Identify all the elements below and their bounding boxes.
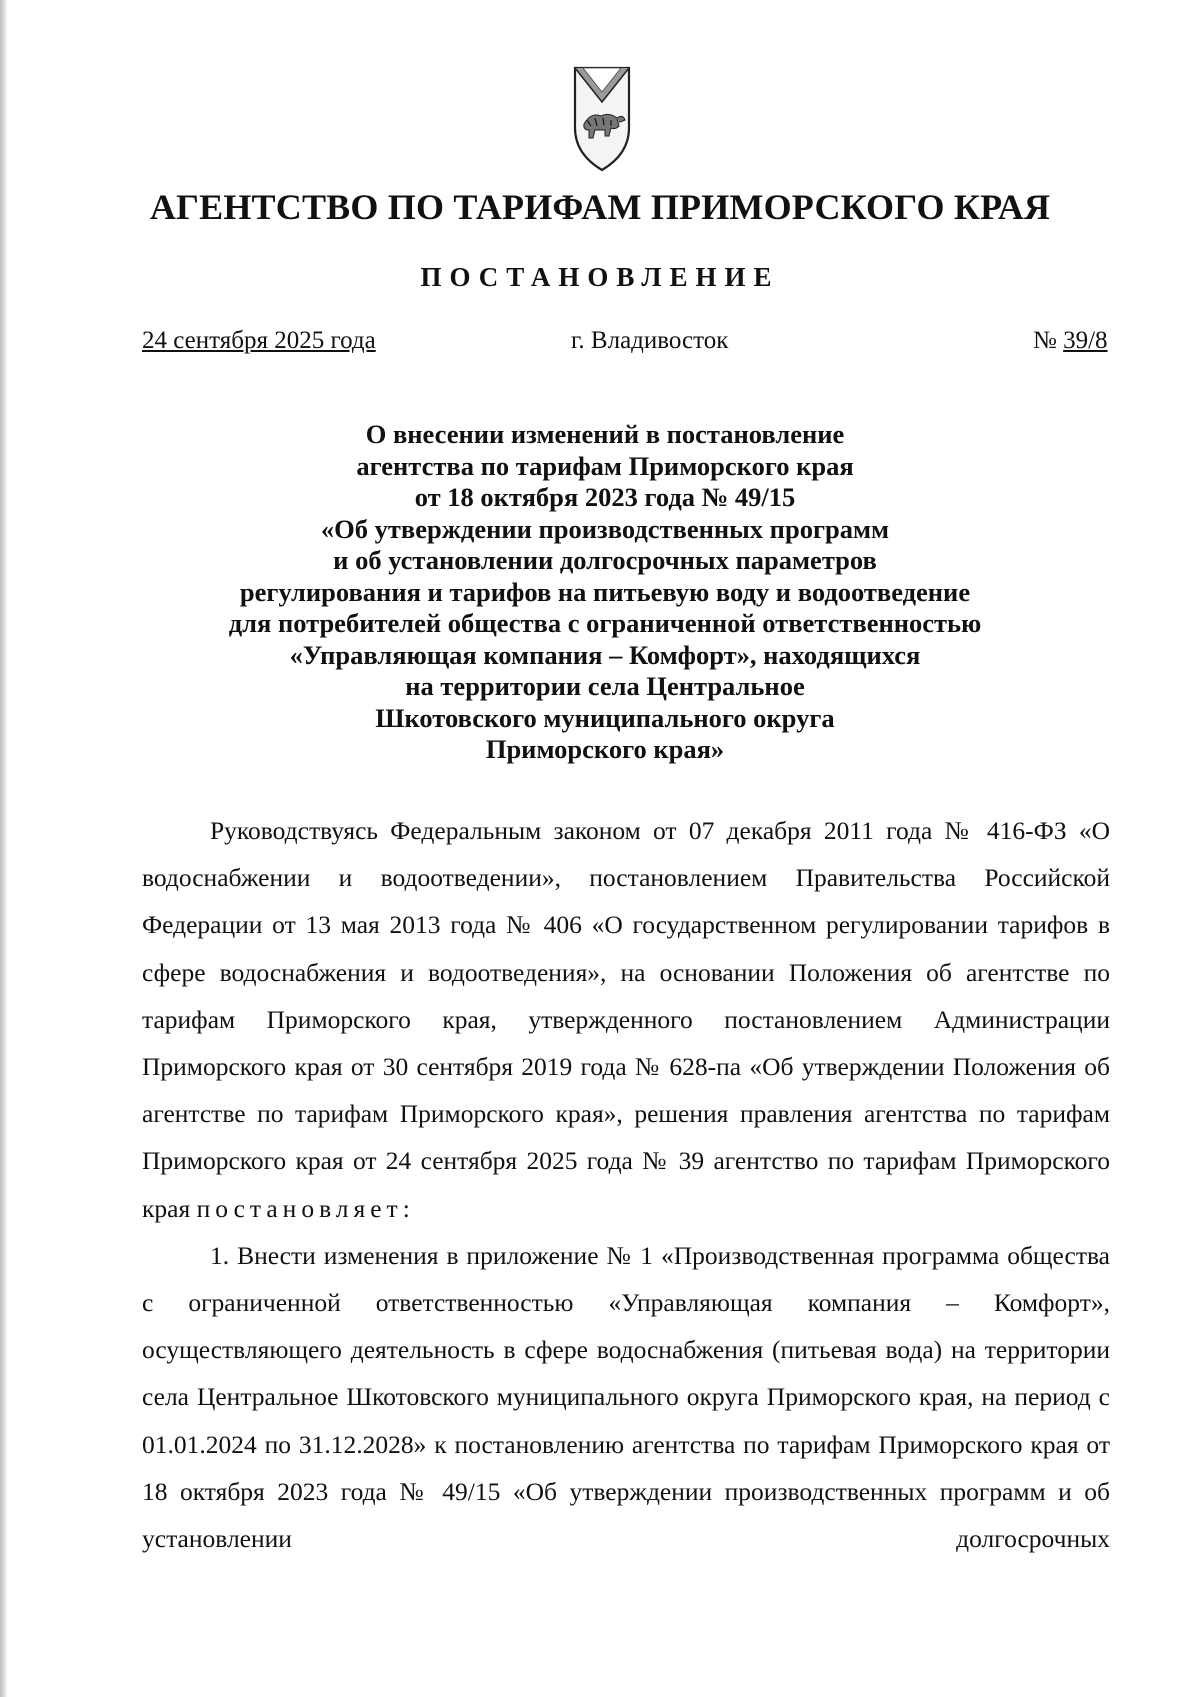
decree-word: постановляет:: [196, 1193, 415, 1223]
title-line: О внесении изменений в постановление: [365, 419, 845, 449]
title-line: Приморского края»: [485, 734, 725, 764]
agency-name: АГЕНТСТВО ПО ТАРИФАМ ПРИМОРСКОГО КРАЯ: [149, 187, 1051, 227]
title-line: от 18 октября 2023 года № 49/15: [414, 482, 796, 512]
number-sign: №: [1033, 327, 1057, 354]
number-value: 39/8: [1063, 327, 1108, 354]
title-line: для потребителей общества с ограниченной ответственностью: [228, 608, 982, 638]
preamble-paragraph: [142, 807, 1110, 1232]
title-line: агентства по тарифам Приморского края: [356, 450, 854, 481]
title-line: регулирования и тарифов на питьевую воду и водоотведение: [239, 576, 971, 607]
title-line: «Управляющая компания – Комфорт», находящихся: [289, 639, 921, 670]
title-line: и об установлении долгосрочных параметров: [333, 545, 877, 575]
title-line: на территории села Центральное: [405, 671, 805, 701]
page-edge-shadow: [0, 0, 7, 1697]
coat-of-arms-emblem: [571, 62, 633, 178]
title-line: Шкотовского муниципального округа: [375, 702, 835, 733]
title-line: «Об утверждении производственных программ: [320, 513, 890, 544]
document-date: 24 сентября 2025 года: [142, 327, 376, 354]
document-city: г. Владивосток: [571, 327, 729, 354]
preamble-text: Руководствуясь Федеральным законом от 07 декабря 2011 года № 416-ФЗ «О водоснабжении и водоотведении», постановлением Правительства Российской Федерации от 13 мая 2013 года № 406 «О государственном регулировании тарифов в сфере водоснабжения и водоотведения», на основании Положения об агентстве по тарифам Приморского края, утвержденного постановлением Администрации Приморского края от 30 сентября 2019 года № 628-па «Об утверждении Положения об агентстве по тарифам Приморского края», решения правления агентства по тарифам Приморского края от 24 сентября 2025 года № 39 агентство по тарифам Приморского края: [142, 816, 1110, 1223]
document-number: [1033, 327, 1108, 355]
item-1-paragraph: 1. Внести изменения в приложение № 1 «Производственная программа общества с ограниченной ответственностью «Управляющая компания – Комфорт», осуществляющего деятельность в сфере водоснабжения (питьевая вода) на территории села Центральное Шкотовского муниципального округа Приморского края, на период с 01.01.2024 по 31.12.2028» к постановлению агентства по тарифам Приморского края от 18 октября 2023 года № 49/15 «Об утверждении производственных программ и об установлении долгосрочных: [142, 1240, 1110, 1554]
document-type: ПОСТАНОВЛЕНИЕ: [420, 262, 780, 292]
document-body: [142, 807, 1110, 1562]
document-title: [110, 419, 1100, 766]
